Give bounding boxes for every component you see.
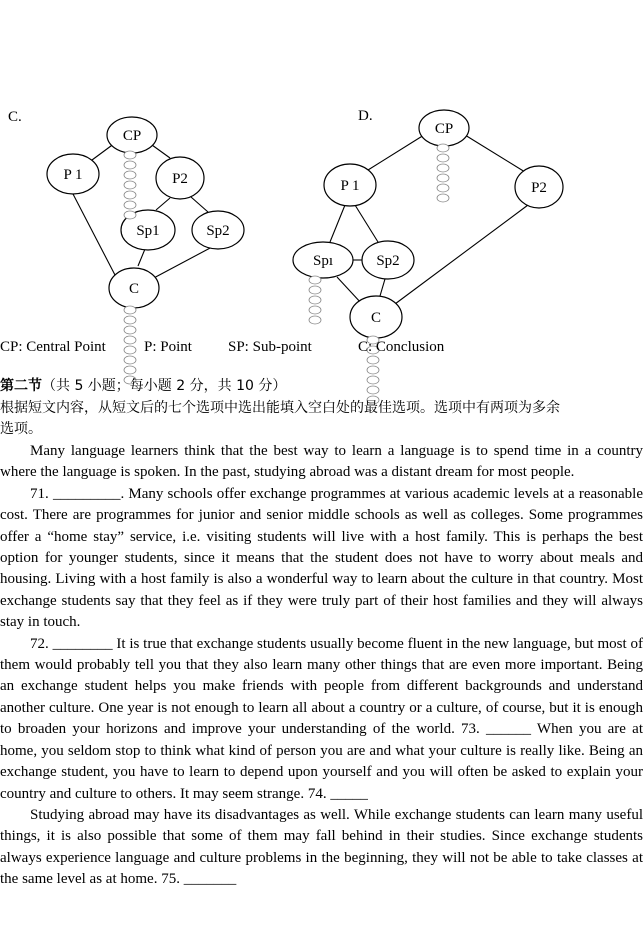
legend-point: P: Point	[144, 339, 192, 355]
bubble-2-4	[437, 184, 449, 192]
paragraph-4-text: Studying abroad may have its disadvantages as well. While exchange students can learn many useful things, it is also possible that some of them may fall behind in their studies. Since exchange students always experience language and culture problems in the beginning, they will not be able to take classes at the same level as at home.	[0, 806, 643, 888]
bubble-1-2	[124, 326, 136, 334]
bubble-0-5	[124, 201, 136, 209]
bubble-0-4	[124, 191, 136, 199]
edge-c-p2-sp1	[156, 198, 170, 210]
node-c-p2-label: P2	[172, 171, 188, 187]
question-75-blank: _______	[183, 871, 237, 888]
edge-d-p2-c	[395, 205, 528, 304]
section-heading	[0, 376, 643, 397]
edge-c-sp2-c	[150, 247, 212, 280]
edge-d-sp2-c	[380, 279, 385, 296]
bubble-3-2	[309, 296, 321, 304]
node-c-sp1-label: Sp1	[136, 223, 160, 239]
question-75-number: 75.	[161, 871, 180, 888]
edge-d-sp1-c	[337, 277, 362, 304]
edge-d-p1-sp2	[355, 205, 378, 242]
bubble-2-2	[437, 164, 449, 172]
question-72-number: 72.	[30, 635, 49, 652]
bubble-0-2	[124, 171, 136, 179]
paragraph-3-text-b: When you are at home, you seldom stop to think what kind of person you are and what your culture is really like. Being an exchange student, you have to learn to depend upon yourself and you will often be asked to explain your country and culture to others. It may seem strange.	[0, 721, 643, 802]
bubble-4-3	[367, 366, 379, 374]
instruction-line-1: 根据短文内容，从短文后的七个选项中选出能填入空白处的最佳选项。选项中有两项为多余	[0, 400, 560, 416]
bubble-0-6	[124, 211, 136, 219]
paragraph-2-text: . Many schools offer exchange programmes at various academic levels at a reasonable cost. There are programmes for junior and senior middle schools as well as colleges. Some programmes offer a “home stay” service, i.e. visiting students will live with a host family. This is perhaps the best option for younger students, since it means that the student does not have to worry about meals and housing. Living with a host family is also a wonderful way to learn about the culture in that country. Most exchange students say that they feel as if they were truly part of their host families and they will always stay in touch.	[0, 485, 643, 631]
bubble-0-3	[124, 181, 136, 189]
bubble-3-4	[309, 316, 321, 324]
paragraph-4	[0, 805, 643, 891]
bubble-1-5	[124, 356, 136, 364]
node-d-c-label: C	[370, 310, 382, 326]
node-c-p1-label: P 1	[63, 167, 83, 183]
bubble-2-1	[437, 154, 449, 162]
edge-c-p2-sp2	[191, 197, 208, 212]
bubble-1-3	[124, 336, 136, 344]
node-d-cp-label: CP	[434, 121, 454, 137]
node-c-sp2-label: Sp2	[206, 223, 230, 239]
bubble-4-2	[367, 356, 379, 364]
node-d-sp2-label: Sp2	[376, 253, 400, 269]
paragraph-3	[0, 634, 643, 805]
question-72-blank: ________	[52, 635, 113, 652]
section-title: 第二节	[0, 378, 42, 394]
legend-sub-point: SP: Sub-point	[228, 339, 312, 355]
edge-c-p1-c	[73, 194, 115, 275]
bubble-0-1	[124, 161, 136, 169]
diagram-c-label: C.	[8, 109, 22, 125]
node-d-p2-label: P2	[531, 180, 547, 196]
edge-c-sp1-c	[138, 249, 145, 266]
node-c-c-label: C	[128, 281, 140, 297]
bubble-1-1	[124, 316, 136, 324]
legend-conclusion: C: Conclusion	[358, 339, 445, 355]
node-c-cp-label: CP	[122, 128, 142, 144]
node-d-sp1-label: Spı	[312, 253, 334, 269]
bubble-3-0	[309, 276, 321, 284]
diagram-c	[8, 109, 244, 308]
bubble-2-5	[437, 194, 449, 202]
question-71-blank: _________	[52, 485, 121, 502]
bubble-2-3	[437, 174, 449, 182]
bubble-1-6	[124, 366, 136, 374]
instruction-line-2: 选项。	[0, 421, 42, 438]
legend-central-point: CP: Central Point	[0, 339, 106, 355]
section-note: （共 5 小题；每小题 2 分，共 10 分）	[42, 378, 287, 394]
bubble-2-0	[437, 144, 449, 152]
question-73-blank: ______	[486, 721, 531, 738]
paragraph-2	[0, 484, 643, 634]
edge-d-cp-p2	[465, 135, 525, 172]
paragraph-1: Many language learners think that the best way to learn a language is to spend time in a country where the language is spoken. In the past, studying abroad was a distant dream for most people.	[0, 443, 643, 481]
edge-d-cp-p1	[368, 135, 424, 170]
paragraph-3-text-a: It is true that exchange students usually become fluent in the new language, but most of them would probably tell you that they also learn many other things that are even more important. Being an exchange student helps you make friends with people from different backgrounds and understand another culture. One year is not enough to learn all about a country or a culture, of course, but it is enough to broaden your horizons and improve your understanding of the world.	[0, 635, 643, 738]
diagram-d-label: D.	[358, 108, 373, 124]
bubble-3-3	[309, 306, 321, 314]
node-d-p1-label: P 1	[340, 178, 360, 194]
section-instruction	[0, 398, 643, 441]
diagram-d	[293, 108, 563, 338]
edge-c-cp-p2	[152, 145, 170, 158]
bubble-3-1	[309, 286, 321, 294]
bubble-0-0	[124, 151, 136, 159]
question-74-number: 74.	[307, 785, 327, 802]
edge-d-p1-sp1	[330, 205, 345, 242]
question-73-number: 73.	[461, 721, 480, 738]
bubble-1-4	[124, 346, 136, 354]
question-74-blank: _____	[330, 785, 368, 802]
bubble-1-0	[124, 306, 136, 314]
question-71-number: 71.	[30, 485, 49, 502]
reading-passage	[0, 441, 643, 891]
